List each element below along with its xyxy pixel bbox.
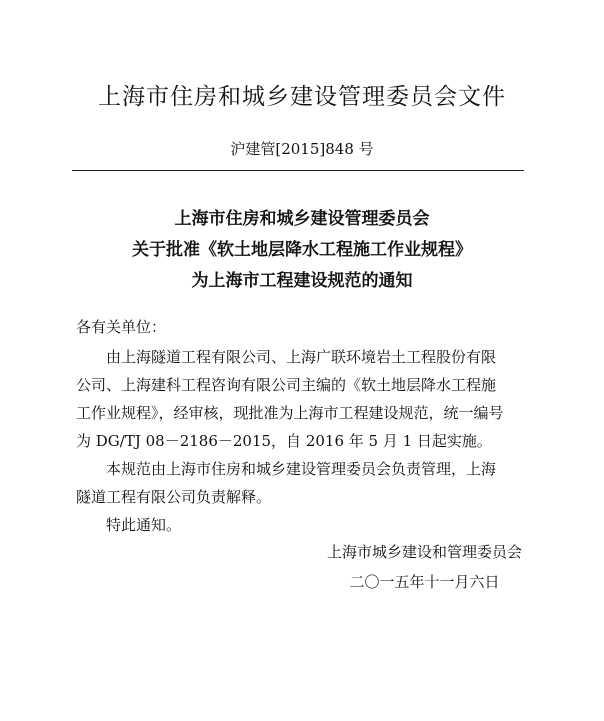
paragraph-2-line-2: 隧道工程有限公司负责解释。: [76, 488, 272, 506]
salutation: 各有关单位：: [76, 318, 167, 336]
notice-title: [0, 204, 604, 297]
issuer-header: 上海市住房和城乡建设管理委员会文件: [98, 84, 506, 110]
title-line-3: 为上海市工程建设规范的通知: [191, 271, 413, 291]
header-divider: [72, 170, 524, 171]
paragraph-2-line-1: 本规范由上海市住房和城乡建设管理委员会负责管理，上海: [106, 460, 497, 478]
paragraph-1-line-1: 由上海隧道工程有限公司、上海广联环境岩土工程股份有限: [106, 348, 497, 366]
title-line-2: 关于批准《软土地层降水工程施工作业规程》: [132, 240, 472, 260]
paragraph-1-line-2: 公司、上海建科工程咨询有限公司主编的《软土地层降水工程施: [76, 376, 497, 394]
title-line-1: 上海市住房和城乡建设管理委员会: [174, 209, 430, 229]
signing-organization: 上海市城乡建设和管理委员会: [326, 543, 522, 561]
signature-block: [327, 537, 522, 597]
body-text: [76, 343, 526, 539]
signing-date: 二〇一五年十一月六日: [349, 573, 500, 591]
paragraph-3: 特此通知。: [106, 516, 182, 534]
paragraph-1-line-4: 为 DG/TJ 08－2186－2015，自 2016 年 5 月 1 日起实施。: [76, 432, 492, 450]
paragraph-1-line-3: 工作业规程》，经审核，现批准为上海市工程建设规范，统一编号: [76, 404, 504, 422]
document-number: 沪建管[2015]848 号: [230, 140, 374, 158]
